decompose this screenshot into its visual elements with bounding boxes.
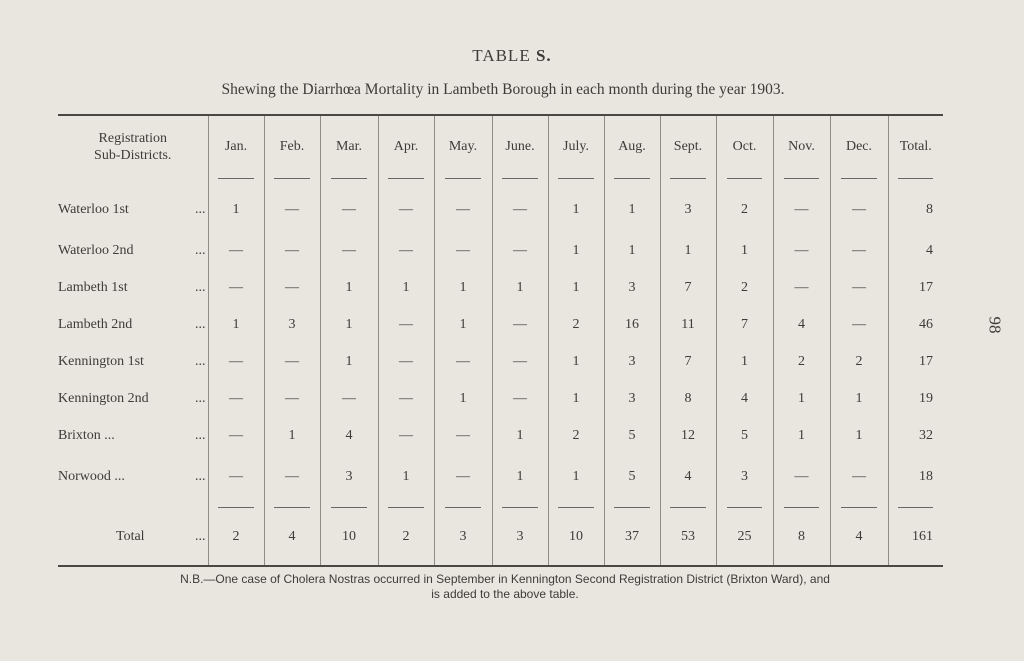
header-month: Nov.: [773, 116, 830, 178]
district-label: Total: [116, 528, 145, 544]
month-value: 10: [548, 508, 604, 565]
month-value: —: [830, 232, 888, 269]
month-value: 1: [378, 454, 434, 507]
table-row: [58, 454, 943, 507]
month-value: —: [264, 343, 320, 380]
month-value: 2: [548, 417, 604, 454]
row-total: 8: [888, 179, 943, 232]
district-name: [58, 306, 208, 343]
month-value: 1: [320, 343, 378, 380]
district-label: Waterloo 2nd: [58, 242, 134, 258]
month-value: 7: [660, 269, 716, 306]
month-value: —: [830, 306, 888, 343]
month-value: —: [492, 179, 548, 232]
header-month: Aug.: [604, 116, 660, 178]
month-value: 1: [830, 380, 888, 417]
header-district: [58, 116, 208, 178]
month-value: 12: [660, 417, 716, 454]
footnote-line1: N.B.—One case of Cholera Nostras occurred in September in Kennington Second Registration District (Brixton Ward), and: [180, 572, 830, 586]
month-value: 4: [830, 508, 888, 565]
month-value: —: [378, 343, 434, 380]
month-value: 1: [264, 417, 320, 454]
month-value: 1: [548, 179, 604, 232]
header-month: June.: [492, 116, 548, 178]
month-value: 2: [208, 508, 264, 565]
month-value: —: [378, 380, 434, 417]
month-value: 1: [716, 232, 773, 269]
month-value: 3: [604, 380, 660, 417]
district-label: Lambeth 1st: [58, 279, 128, 295]
table-row: [58, 343, 943, 380]
month-value: —: [208, 269, 264, 306]
month-value: 2: [548, 306, 604, 343]
leader-dots: ...: [195, 528, 206, 544]
district-name: [58, 343, 208, 380]
month-value: —: [264, 454, 320, 507]
month-value: 1: [208, 306, 264, 343]
month-value: —: [773, 454, 830, 507]
month-value: 4: [773, 306, 830, 343]
header-month: Oct.: [716, 116, 773, 178]
header-month: Sept.: [660, 116, 716, 178]
table-body: [58, 178, 943, 565]
header-month: Apr.: [378, 116, 434, 178]
month-value: —: [492, 306, 548, 343]
month-value: —: [378, 232, 434, 269]
month-value: 2: [830, 343, 888, 380]
month-value: 2: [773, 343, 830, 380]
row-total: 17: [888, 269, 943, 306]
month-value: —: [264, 179, 320, 232]
month-value: —: [264, 380, 320, 417]
month-value: 16: [604, 306, 660, 343]
month-value: 53: [660, 508, 716, 565]
header-row: [58, 116, 943, 178]
month-value: —: [434, 179, 492, 232]
district-label: Kennington 2nd: [58, 390, 149, 406]
mortality-table: [58, 114, 943, 567]
month-value: 8: [660, 380, 716, 417]
month-value: 2: [716, 269, 773, 306]
row-total: 4: [888, 232, 943, 269]
district-label: Brixton ...: [58, 427, 115, 443]
month-value: —: [264, 269, 320, 306]
month-value: —: [492, 232, 548, 269]
month-value: 1: [604, 179, 660, 232]
month-value: —: [320, 380, 378, 417]
title-letter: S.: [535, 46, 552, 65]
header-district-line1: Registration: [98, 131, 167, 146]
district-label: Waterloo 1st: [58, 201, 129, 217]
header-month: Mar.: [320, 116, 378, 178]
district-name: [58, 380, 208, 417]
district-label: Lambeth 2nd: [58, 316, 133, 332]
month-value: 3: [492, 508, 548, 565]
month-value: 2: [716, 179, 773, 232]
month-value: 1: [604, 232, 660, 269]
month-value: 3: [716, 454, 773, 507]
month-value: 11: [660, 306, 716, 343]
table-row: [58, 179, 943, 232]
row-total: 18: [888, 454, 943, 507]
leader-dots: ...: [195, 353, 206, 369]
leader-dots: ...: [195, 390, 206, 406]
footnote: [120, 572, 890, 602]
header-month: Dec.: [830, 116, 888, 178]
month-value: 1: [548, 454, 604, 507]
month-value: 3: [434, 508, 492, 565]
district-name: [58, 269, 208, 306]
month-value: 1: [548, 232, 604, 269]
month-value: 5: [604, 417, 660, 454]
header-month: Feb.: [264, 116, 320, 178]
header-district-line2: Sub-Districts.: [94, 148, 172, 163]
month-value: 1: [492, 417, 548, 454]
month-value: —: [434, 454, 492, 507]
month-value: —: [773, 232, 830, 269]
month-value: 5: [716, 417, 773, 454]
month-value: 8: [773, 508, 830, 565]
month-value: 1: [830, 417, 888, 454]
leader-dots: ...: [195, 279, 206, 295]
month-value: 7: [716, 306, 773, 343]
month-value: —: [773, 269, 830, 306]
title-prefix: TABLE: [472, 46, 531, 65]
month-value: —: [208, 417, 264, 454]
month-value: —: [434, 417, 492, 454]
month-value: —: [208, 343, 264, 380]
table-subtitle: Shewing the Diarrhœa Mortality in Lambeth Borough in each month during the year 1903.: [221, 81, 785, 98]
month-value: —: [378, 179, 434, 232]
table-row: [58, 417, 943, 454]
month-value: —: [320, 232, 378, 269]
total-row: [58, 508, 943, 565]
month-value: 1: [548, 343, 604, 380]
page-number: 98: [985, 316, 1005, 334]
month-value: —: [320, 179, 378, 232]
month-value: 3: [264, 306, 320, 343]
month-value: 1: [492, 269, 548, 306]
month-value: 1: [660, 232, 716, 269]
month-value: 3: [320, 454, 378, 507]
month-value: 10: [320, 508, 378, 565]
table-title: [0, 46, 1024, 66]
month-value: 3: [660, 179, 716, 232]
month-value: —: [830, 454, 888, 507]
header-month: Jan.: [208, 116, 264, 178]
month-value: —: [773, 179, 830, 232]
district-name: [58, 508, 208, 565]
month-value: —: [434, 232, 492, 269]
month-value: 2: [378, 508, 434, 565]
month-value: 4: [660, 454, 716, 507]
table-row: [58, 232, 943, 269]
month-value: 4: [716, 380, 773, 417]
month-value: 1: [773, 380, 830, 417]
district-name: [58, 232, 208, 269]
month-value: —: [208, 232, 264, 269]
district-name: [58, 179, 208, 232]
row-total: 46: [888, 306, 943, 343]
row-total: 32: [888, 417, 943, 454]
leader-dots: ...: [195, 468, 206, 484]
month-value: 1: [434, 380, 492, 417]
district-name: [58, 454, 208, 507]
month-value: —: [492, 343, 548, 380]
month-value: 7: [660, 343, 716, 380]
month-value: —: [208, 380, 264, 417]
month-value: 5: [604, 454, 660, 507]
table-row: [58, 269, 943, 306]
header-month: May.: [434, 116, 492, 178]
month-value: 4: [320, 417, 378, 454]
table-row: [58, 306, 943, 343]
row-total: 19: [888, 380, 943, 417]
month-value: 3: [604, 269, 660, 306]
leader-dots: ...: [195, 316, 206, 332]
leader-dots: ...: [195, 242, 206, 258]
district-label: Kennington 1st: [58, 353, 144, 369]
footnote-line2: is added to the above table.: [431, 587, 579, 601]
row-total: 161: [888, 508, 943, 565]
month-value: 1: [320, 306, 378, 343]
header-month: July.: [548, 116, 604, 178]
month-value: —: [378, 306, 434, 343]
header-total: Total.: [888, 116, 943, 178]
month-value: 1: [716, 343, 773, 380]
month-value: —: [378, 417, 434, 454]
month-value: 1: [208, 179, 264, 232]
month-value: 1: [548, 269, 604, 306]
month-value: 1: [773, 417, 830, 454]
month-value: —: [830, 269, 888, 306]
leader-dots: ...: [195, 427, 206, 443]
month-value: —: [208, 454, 264, 507]
row-total: 17: [888, 343, 943, 380]
month-value: —: [434, 343, 492, 380]
month-value: 25: [716, 508, 773, 565]
month-value: 3: [604, 343, 660, 380]
month-value: 1: [434, 269, 492, 306]
month-value: —: [492, 380, 548, 417]
month-value: 1: [378, 269, 434, 306]
month-value: —: [830, 179, 888, 232]
table-row: [58, 380, 943, 417]
month-value: 1: [492, 454, 548, 507]
month-value: 1: [434, 306, 492, 343]
month-value: 1: [320, 269, 378, 306]
month-value: 37: [604, 508, 660, 565]
district-label: Norwood ...: [58, 468, 125, 484]
district-name: [58, 417, 208, 454]
leader-dots: ...: [195, 201, 206, 217]
month-value: —: [264, 232, 320, 269]
month-value: 4: [264, 508, 320, 565]
month-value: 1: [548, 380, 604, 417]
